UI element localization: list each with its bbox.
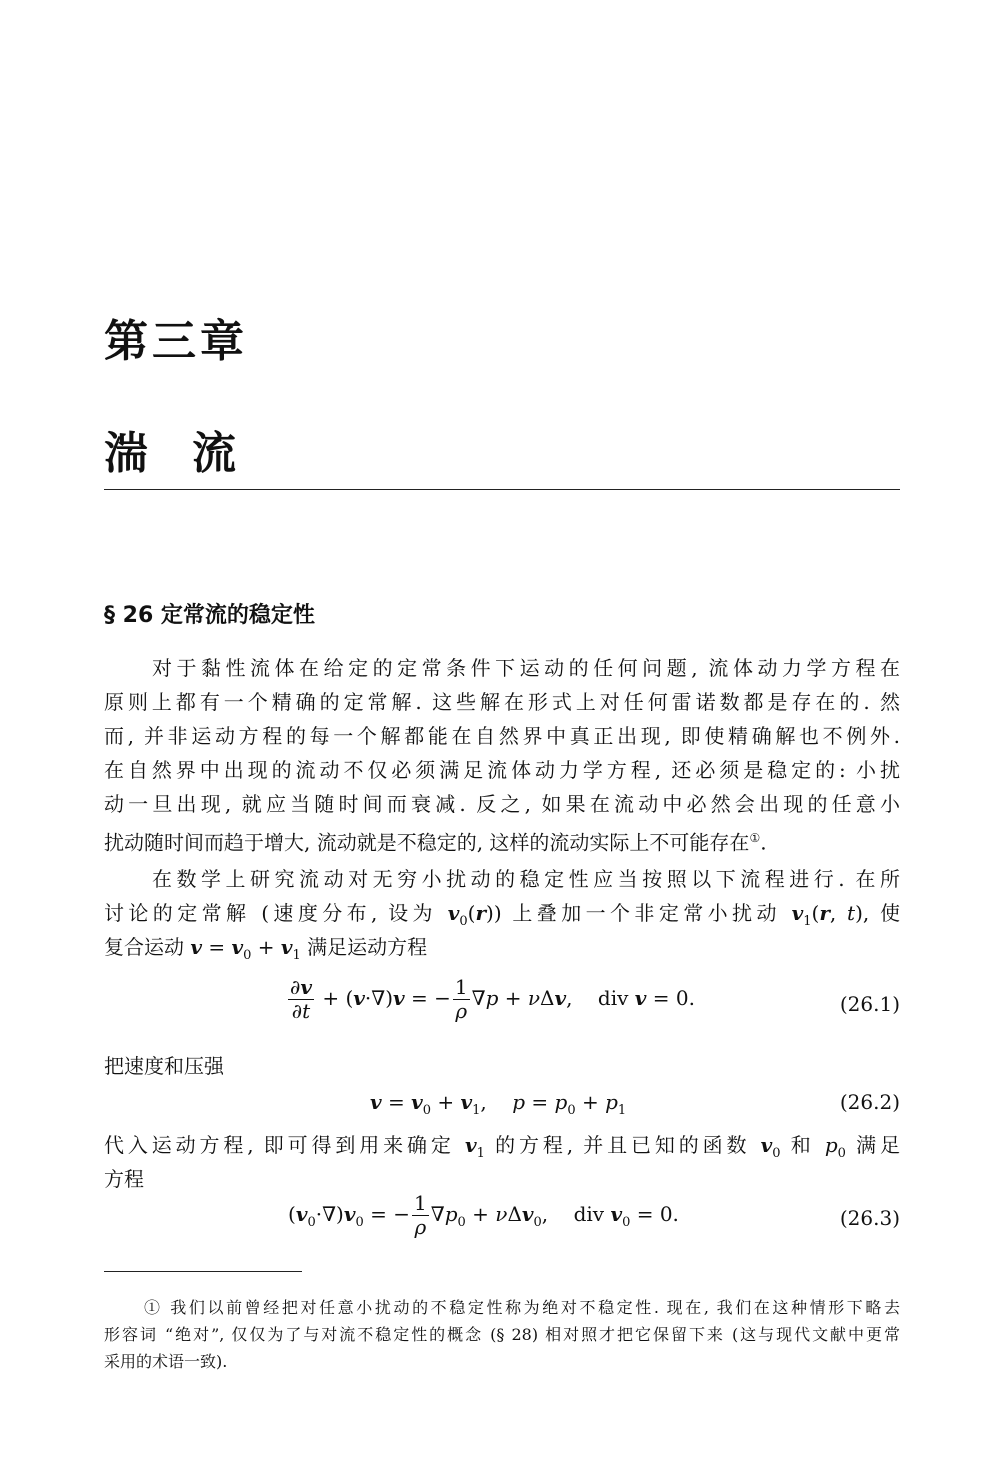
text-segment: , 使 [862, 901, 900, 925]
footnote-line: ① 我们以前曾经把对任意小扰动的不稳定性称为绝对不稳定性. 现在, 我们在这种情形下略去 [144, 1298, 900, 1317]
equation-26-3: $(v_0\cdot\nabla)v_0$ = − $\frac{1}{\rho}$ $\nabla p_0 + \nu\Delta v_0$, div $v_0 = 0$. [288, 1191, 679, 1239]
chapter-title: 湍流 [104, 428, 280, 479]
paragraph-line-math: 讨论的定常解 (速度分布, 设为 $v_0(r)$) 上叠加一个非定常小扰动 $v_1(r$, t), 使 [104, 901, 900, 929]
paragraph-line: 对于黏性流体在给定的定常条件下运动的任何问题, 流体动力学方程在 [152, 656, 900, 680]
footnote-line: 形容词 “绝对”, 仅仅为了与对流不稳定性的概念 (§ 28) 相对照才把它保留下来 (这与现代文献中更常 [104, 1325, 900, 1344]
paragraph-line: 把速度和压强 [104, 1054, 224, 1078]
footnote-line: 采用的术语一致). [104, 1352, 228, 1371]
paragraph-line-math: 复合运动 $v = v_0 + v_1$ 满足运动方程 [104, 935, 428, 963]
chapter-divider [104, 489, 900, 490]
text-segment: 满足运动方程 [300, 935, 428, 959]
text-segment: 代入运动方程, 即可得到用来确定 [104, 1133, 465, 1157]
footnote-divider [104, 1271, 302, 1272]
text-segment: ) 上叠加一个非定常小扰动 [493, 901, 792, 925]
equation-number: (26.1) [839, 992, 900, 1016]
paragraph-line-last: 扰动随时间而趋于增大, 流动就是不稳定的, 这样的流动实际上不可能存在①. [104, 830, 767, 855]
text-segment: 满足 [845, 1133, 901, 1157]
equation-number: (26.3) [839, 1206, 900, 1230]
text-segment: 讨论的定常解 (速度分布, 设为 [104, 901, 448, 925]
paragraph-line: 方程 [104, 1167, 144, 1191]
paragraph-line: 动一旦出现, 就应当随时间而衰减. 反之, 如果在流动中必然会出现的任意小 [104, 792, 900, 816]
paragraph-line: 在自然界中出现的流动不仅必须满足流体动力学方程, 还必须是稳定的: 小扰 [104, 758, 900, 782]
section-heading: § 26 定常流的稳定性 [104, 603, 315, 628]
paragraph-line: 在数学上研究流动对无穷小扰动的稳定性应当按照以下流程进行. 在所 [152, 867, 900, 891]
paragraph-line-math: 代入运动方程, 即可得到用来确定 $v_1$ 的方程, 并且已知的函数 $v_0$ 和 $p_0$ 满足 [104, 1133, 901, 1161]
paragraph-line: 而, 并非运动方程的每一个解都能在自然界中真正出现, 即使精确解也不例外. [104, 724, 900, 748]
equation-26-1: $\frac{\partial v}{\partial t}$ + (v·∇)v = − $\frac{1}{\rho}$ ∇p + νΔv, div v = 0. [290, 975, 695, 1023]
equation-26-2: $v = v_0 + v_1$, $p = p_0 + p_1$ [370, 1090, 627, 1118]
text-segment: 复合运动 [104, 935, 191, 959]
chapter-number: 第三章 [104, 316, 248, 367]
footnote-marker[interactable]: ① [749, 831, 761, 845]
text-segment: 的方程, 并且已知的函数 [484, 1133, 761, 1157]
paragraph-line: 原则上都有一个精确的定常解. 这些解在形式上对任何雷诺数都是存在的. 然 [104, 690, 900, 714]
paragraph-text: 扰动随时间而趋于增大, 流动就是不稳定的, 这样的流动实际上不可能存在 [104, 830, 750, 855]
equation-number: (26.2) [839, 1090, 900, 1114]
text-segment: 和 [780, 1133, 825, 1157]
